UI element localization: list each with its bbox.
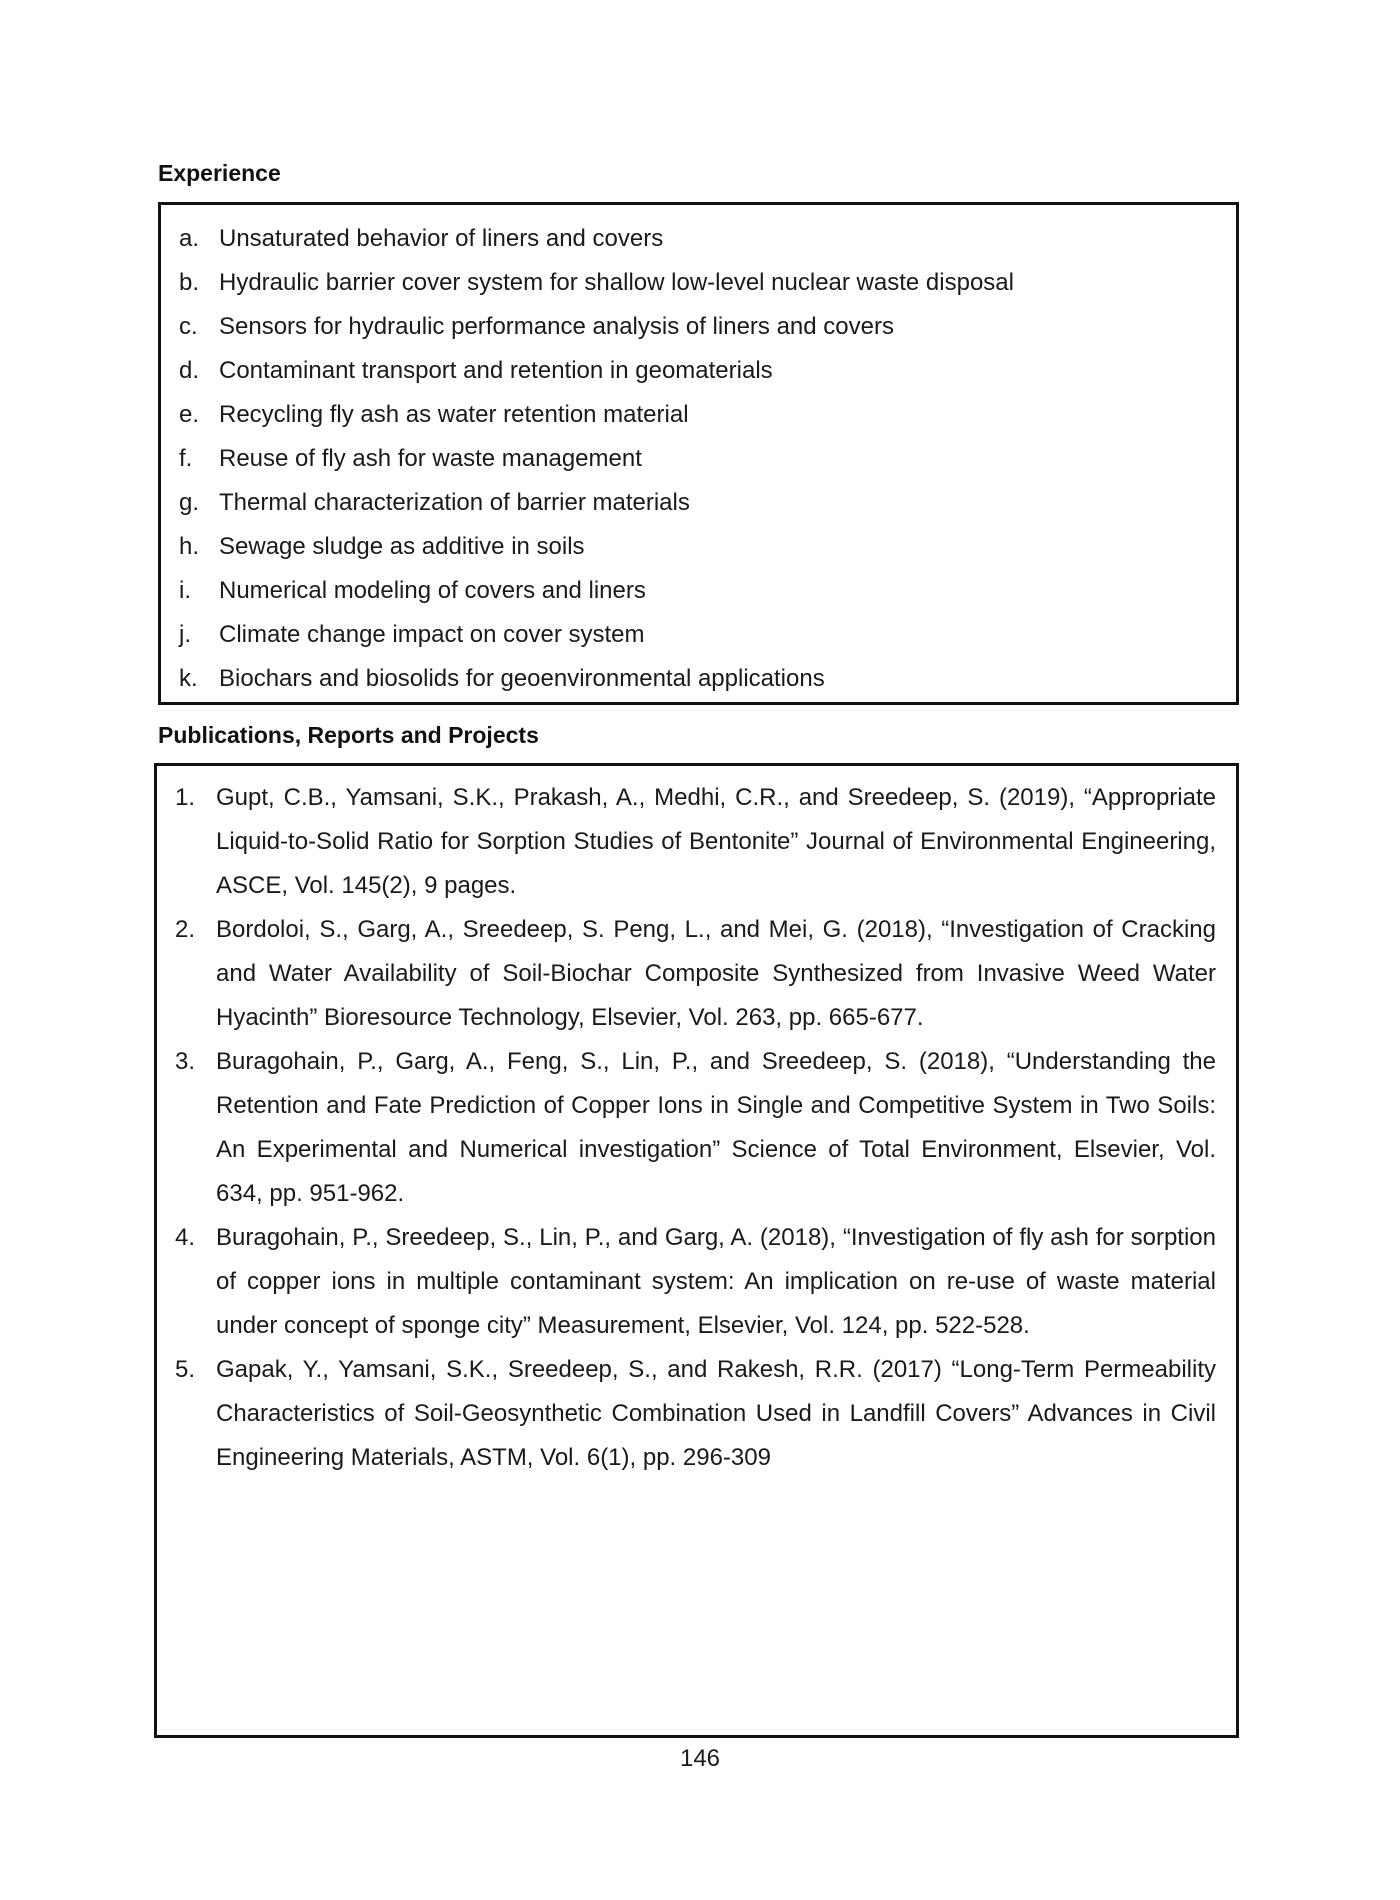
publication-citation: Gupt, C.B., Yamsani, S.K., Prakash, A., Medhi, C.R., and Sreedeep, S. (2019), “Appropriate Liquid-to-Solid Ratio for Sorption Studies of Bentonite” Journal of Environmental Engineering, ASCE, Vol. 145(2), 9 pages. xyxy=(216,784,1216,899)
experience-item xyxy=(161,525,1236,569)
experience-item-letter: a. xyxy=(179,225,200,252)
publication-number: 5. xyxy=(175,1356,196,1383)
experience-item-text: Sensors for hydraulic performance analysis of liners and covers xyxy=(219,313,894,340)
experience-item-text: Sewage sludge as additive in soils xyxy=(219,533,585,560)
experience-item xyxy=(161,305,1236,349)
experience-item-letter: b. xyxy=(179,269,200,296)
experience-item-letter: j. xyxy=(179,621,191,648)
experience-list xyxy=(161,205,1236,701)
experience-item xyxy=(161,217,1236,261)
publication-item xyxy=(157,1216,1236,1348)
experience-box xyxy=(158,202,1239,705)
experience-item-text: Hydraulic barrier cover system for shallow low-level nuclear waste disposal xyxy=(219,269,1014,296)
publication-number: 3. xyxy=(175,1048,196,1075)
experience-item-text: Unsaturated behavior of liners and covers xyxy=(219,225,664,252)
experience-item xyxy=(161,481,1236,525)
experience-item-text: Numerical modeling of covers and liners xyxy=(219,577,646,604)
experience-item-letter: g. xyxy=(179,489,200,516)
experience-item xyxy=(161,613,1236,657)
experience-item-text: Thermal characterization of barrier materials xyxy=(219,489,690,516)
publication-number: 1. xyxy=(175,784,196,811)
experience-item xyxy=(161,569,1236,613)
publication-citation: Bordoloi, S., Garg, A., Sreedeep, S. Peng, L., and Mei, G. (2018), “Investigation of Cracking and Water Availability of Soil-Biochar Composite Synthesized from Invasive Weed Water Hyacinth” Bioresource Technology, Elsevier, Vol. 263, pp. 665-677. xyxy=(216,916,1216,1031)
experience-item-text: Biochars and biosolids for geoenvironmental applications xyxy=(219,665,825,692)
experience-item xyxy=(161,349,1236,393)
experience-item-letter: c. xyxy=(179,313,198,340)
publication-citation: Gapak, Y., Yamsani, S.K., Sreedeep, S., and Rakesh, R.R. (2017) “Long-Term Permeability Characteristics of Soil-Geosynthetic Combination Used in Landfill Covers” Advances in Civil Engineering Materials, ASTM, Vol. 6(1), pp. 296-309 xyxy=(216,1356,1216,1471)
experience-item-letter: h. xyxy=(179,533,200,560)
publication-item xyxy=(157,1348,1236,1480)
experience-item-text: Climate change impact on cover system xyxy=(219,621,645,648)
experience-item-letter: i. xyxy=(179,577,191,604)
publication-item xyxy=(157,1040,1236,1216)
publication-item xyxy=(157,908,1236,1040)
publications-heading: Publications, Reports and Projects xyxy=(158,722,539,748)
experience-item xyxy=(161,657,1236,701)
page-number: 146 xyxy=(679,1745,721,1772)
experience-item-letter: f. xyxy=(179,445,193,472)
experience-item xyxy=(161,437,1236,481)
publication-number: 4. xyxy=(175,1224,196,1251)
publication-citation: Buragohain, P., Garg, A., Feng, S., Lin, P., and Sreedeep, S. (2018), “Understanding the Retention and Fate Prediction of Copper Ions in Single and Competitive System in Two Soils: An Experimental and Numerical investigation” Science of Total Environment, Elsevier, Vol. 634, pp. 951-962. xyxy=(216,1048,1216,1207)
experience-item xyxy=(161,261,1236,305)
publication-citation: Buragohain, P., Sreedeep, S., Lin, P., and Garg, A. (2018), “Investigation of fly ash for sorption of copper ions in multiple contaminant system: An implication on re-use of waste material under concept of sponge city” Measurement, Elsevier, Vol. 124, pp. 522-528. xyxy=(216,1224,1216,1339)
publications-list xyxy=(157,766,1236,1480)
publication-item xyxy=(157,776,1236,908)
experience-item-text: Reuse of fly ash for waste management xyxy=(219,445,642,472)
publications-box xyxy=(154,763,1239,1738)
experience-item xyxy=(161,393,1236,437)
experience-item-text: Contaminant transport and retention in geomaterials xyxy=(219,357,773,384)
publication-number: 2. xyxy=(175,916,196,943)
experience-item-letter: k. xyxy=(179,665,198,692)
experience-item-letter: d. xyxy=(179,357,200,384)
experience-item-letter: e. xyxy=(179,401,200,428)
experience-item-text: Recycling fly ash as water retention material xyxy=(219,401,689,428)
experience-heading: Experience xyxy=(158,160,281,186)
